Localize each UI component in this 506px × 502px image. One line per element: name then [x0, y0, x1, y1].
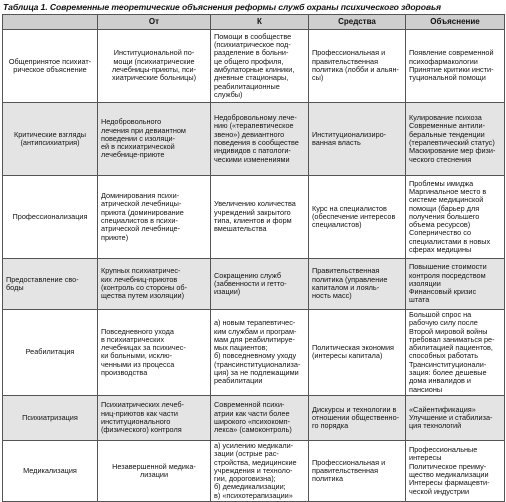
table-caption: Таблица 1. Современные теоретические объяснения реформы служб охраны психического здоровья: [3, 2, 441, 12]
cell-explanation: Профессиональные интересы Политическое преиму- щество медикализации Интересы фармацевти- ческой индустрии: [406, 440, 505, 501]
table-row: [3, 30, 505, 103]
row-name: Профессионализация: [3, 176, 98, 259]
cell-from: Доминирования психи- атрической лечебницы- приюта (доминирование специалистов в психи- атрической лечебнице- приюте): [98, 176, 211, 259]
cell-to: а) новым терапевтичес- ким службам и програм- мам для реабилитируе- мых пациентов; б) повседневному уходу (трансинституционализа- ция) за не подлежащими реабилитации: [211, 310, 309, 396]
cell-to: Помощи в сообществе (психиатрическое под- разделение в больни- це общего профиля, амбулаторные клиники, дневные стационары, реабилитационные службы): [211, 30, 309, 103]
row-name: Общепринятое психиат- рическое объяснение: [3, 30, 98, 103]
cell-from: Незавершенной медика- лизации: [98, 440, 211, 501]
cell-means: Правительственная политика (управление капиталом и лояль- ность масс): [309, 259, 406, 310]
cell-from: Повседневного ухода в психиатрических лечебницах за психичес- ки больными, исклю- ченными из процесса производства: [98, 310, 211, 396]
table-row: [3, 440, 505, 501]
table-row: [3, 310, 505, 396]
cell-explanation: Кулирование психоза Современные антили- беральные тенденции (терапевтический статус) Маскирование мер физи- ческого стеснения: [406, 103, 505, 176]
header-corner: [3, 15, 98, 30]
cell-to: Современной психи- атрии как части более широкого «психокомп- лекса» (самоконтроль): [211, 395, 309, 440]
header-explanation: Объяснение: [406, 15, 505, 30]
header-means: Средства: [309, 15, 406, 30]
row-name: Предоставление сво- боды: [3, 259, 98, 310]
cell-explanation: Большой спрос на рабочую силу после Второй мировой войны требовал заниматься ре- абилитацией пациентов, способных работать Трансинституционали- зация: более дешевые дома инвалидов и пансионы: [406, 310, 505, 396]
table-row: [3, 395, 505, 440]
header-from: От: [98, 15, 211, 30]
row-name: Критические взгляды (антипсихиатрия): [3, 103, 98, 176]
cell-explanation: Проблемы имиджа Маргинальное место в системе медицинской помощи (барьер для получения большего объема ресурсов) Соперничество со специалистами в новых сферах медицины: [406, 176, 505, 259]
header-to: К: [211, 15, 309, 30]
cell-means: Политическая экономия (интересы капитала): [309, 310, 406, 396]
table-row: [3, 176, 505, 259]
cell-means: Курс на специалистов (обеспечение интересов специалистов): [309, 176, 406, 259]
cell-to: Недобровольному лече- нию («терапевтическое звено») девиантного поведения в сообществе индивидов с патологи- ческими изменениями: [211, 103, 309, 176]
cell-means: Дискурсы и технологии в отношении общественно- го порядка: [309, 395, 406, 440]
cell-means: Профессиональная и правительственная политика: [309, 440, 406, 501]
row-name: Медикализация: [3, 440, 98, 501]
table-header-row: [3, 15, 505, 30]
cell-explanation: Появление современной психофармакологии Принятие критики инсти- туциональной помощи: [406, 30, 505, 103]
row-name: Реабилитация: [3, 310, 98, 396]
table-row: [3, 259, 505, 310]
row-name: Психиатризация: [3, 395, 98, 440]
table-row: [3, 103, 505, 176]
cell-from: Недобровольного лечения при девиантном поведении с изоляци- ей в психиатрической лечебнице-приюте: [98, 103, 211, 176]
cell-from: Крупных психиатричес- ких лечебниц-приютов (контроль со стороны об- щества путем изоляции): [98, 259, 211, 310]
cell-means: Институционализиро- ванная власть: [309, 103, 406, 176]
cell-to: Сокращению служб (забвенности и гетто- изации): [211, 259, 309, 310]
cell-means: Профессиональная и правительственная политика (лобби и альян- сы): [309, 30, 406, 103]
cell-from: Институциональной по- мощи (психиатрические лечебницы-приюты, пси- хиатрические больницы): [98, 30, 211, 103]
cell-explanation: Повышение стоимости контроля посредством изоляции Финансовый кризис штата: [406, 259, 505, 310]
cell-to: Увеличению количества учреждений закрытого типа, клиентов и форм вмешательства: [211, 176, 309, 259]
cell-to: а) усилению медикали- зации (острые рас- стройства, медицинские учреждения и техноло- гии, дороговизна); б) демедикализации; в) «психотерапизации»: [211, 440, 309, 501]
cell-from: Психиатрических лечеб- ниц-приютов как части институционального (физического) контроля: [98, 395, 211, 440]
theories-table: [2, 14, 505, 502]
cell-explanation: «Сайентификация» Улучшение и стабилиза- ция технологий: [406, 395, 505, 440]
